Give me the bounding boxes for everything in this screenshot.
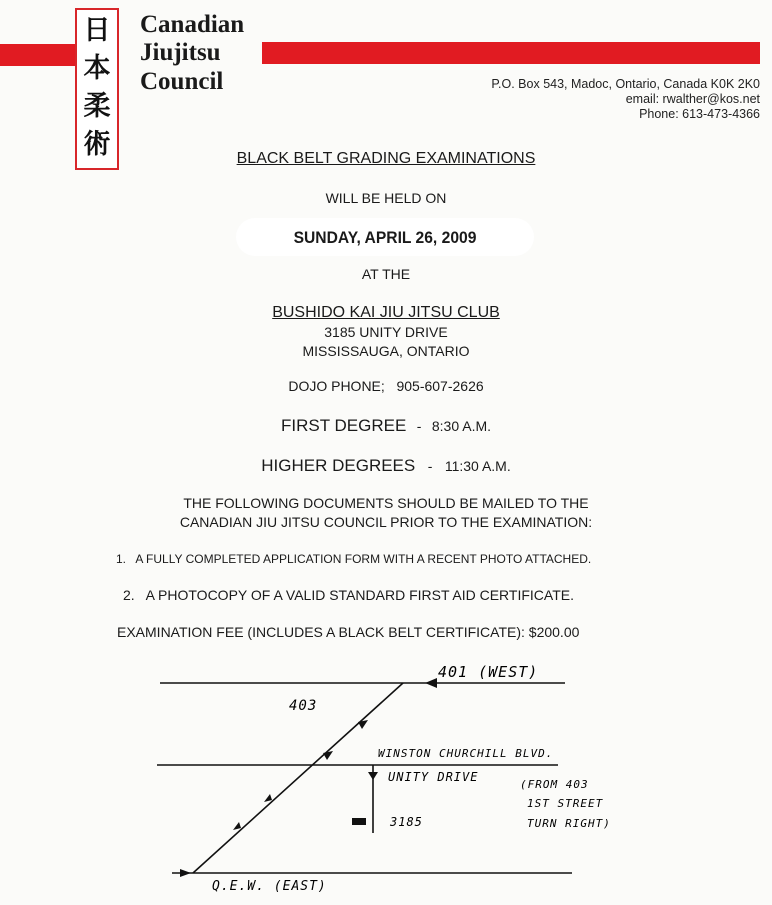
at-the-text: AT THE <box>361 266 411 282</box>
logo-char-4: 術 <box>83 129 111 160</box>
logo-char-1: 日 <box>83 15 111 46</box>
higher-degrees-dash: - <box>427 458 433 474</box>
letterhead-email: email: rwalther@kos.net <box>625 92 760 106</box>
letterhead-address: P.O. Box 543, Madoc, Ontario, Canada K0K 2K0 <box>491 77 760 91</box>
logo-char-2: 本 <box>83 53 111 84</box>
documents-line1: THE FOLLOWING DOCUMENTS SHOULD BE MAILED TO THE <box>183 495 589 511</box>
club-street: 3185 UNITY DRIVE <box>324 324 448 340</box>
location-marker <box>352 818 366 825</box>
label-401: 401 (WEST) <box>438 663 539 681</box>
arrow-qew <box>180 869 191 877</box>
first-degree-time: 8:30 A.M. <box>431 418 492 434</box>
letterhead-red-bar-left <box>0 44 75 66</box>
arrow-403-down-2 <box>323 751 333 760</box>
document-item-2 <box>123 587 574 603</box>
higher-degrees-label: HIGHER DEGREES <box>261 456 416 475</box>
label-qew: Q.E.W. (EAST) <box>212 879 327 894</box>
note-line-3: TURN RIGHT) <box>527 817 611 830</box>
dojo-phone-label: DOJO PHONE; <box>288 378 385 394</box>
club-name: BUSHIDO KAI JIU JITSU CLUB <box>272 304 500 321</box>
label-winston-churchill: WINSTON CHURCHILL BLVD. <box>378 747 554 760</box>
org-name-line2: Jiujitsu <box>140 40 227 66</box>
label-403: 403 <box>289 698 318 714</box>
org-name-line3: Council <box>140 68 224 95</box>
note-line-2: 1ST STREET <box>527 797 604 810</box>
exam-date: SUNDAY, APRIL 26, 2009 <box>293 228 477 247</box>
item1-number: 1. <box>116 552 127 566</box>
examination-fee: EXAMINATION FEE (INCLUDES A BLACK BELT CERTIFICATE): $200.00 <box>117 624 580 640</box>
letterhead-red-bar-right <box>262 42 760 64</box>
org-name-line1: Canadian <box>140 11 245 38</box>
held-on-text: WILL BE HELD ON <box>325 190 447 206</box>
item1-text: A FULLY COMPLETED APPLICATION FORM WITH A RECENT PHOTO ATTACHED. <box>135 552 592 566</box>
club-city: MISSISSAUGA, ONTARIO <box>302 343 470 359</box>
item2-text: A PHOTOCOPY OF A VALID STANDARD FIRST AID CERTIFICATE. <box>145 587 574 603</box>
note-line-1: (FROM 403 <box>520 778 589 791</box>
arrow-403-up-2 <box>233 822 241 830</box>
first-degree-label: FIRST DEGREE <box>280 416 407 435</box>
letterhead-phone: Phone: 613-473-4366 <box>639 107 760 121</box>
logo-char-3: 柔 <box>83 91 111 122</box>
notice-heading: BLACK BELT GRADING EXAMINATIONS <box>236 150 536 167</box>
first-degree-row <box>0 416 772 436</box>
arrow-403-up-1 <box>264 794 272 802</box>
logo-seal <box>75 8 119 170</box>
item2-number: 2. <box>123 587 135 603</box>
documents-line2: CANADIAN JIU JITSU COUNCIL PRIOR TO THE EXAMINATION: <box>179 514 593 530</box>
directions-map <box>0 650 772 905</box>
arrow-unity <box>368 772 378 780</box>
dojo-phone-row <box>0 378 772 394</box>
document-item-1 <box>116 552 591 566</box>
label-unity-drive: UNITY DRIVE <box>388 770 479 784</box>
first-degree-dash: - <box>416 418 422 434</box>
arrow-401 <box>425 678 437 688</box>
higher-degrees-row <box>0 456 772 476</box>
label-3185: 3185 <box>390 815 423 829</box>
dojo-phone-number: 905-607-2626 <box>396 378 484 394</box>
higher-degrees-time: 11:30 A.M. <box>444 458 511 474</box>
